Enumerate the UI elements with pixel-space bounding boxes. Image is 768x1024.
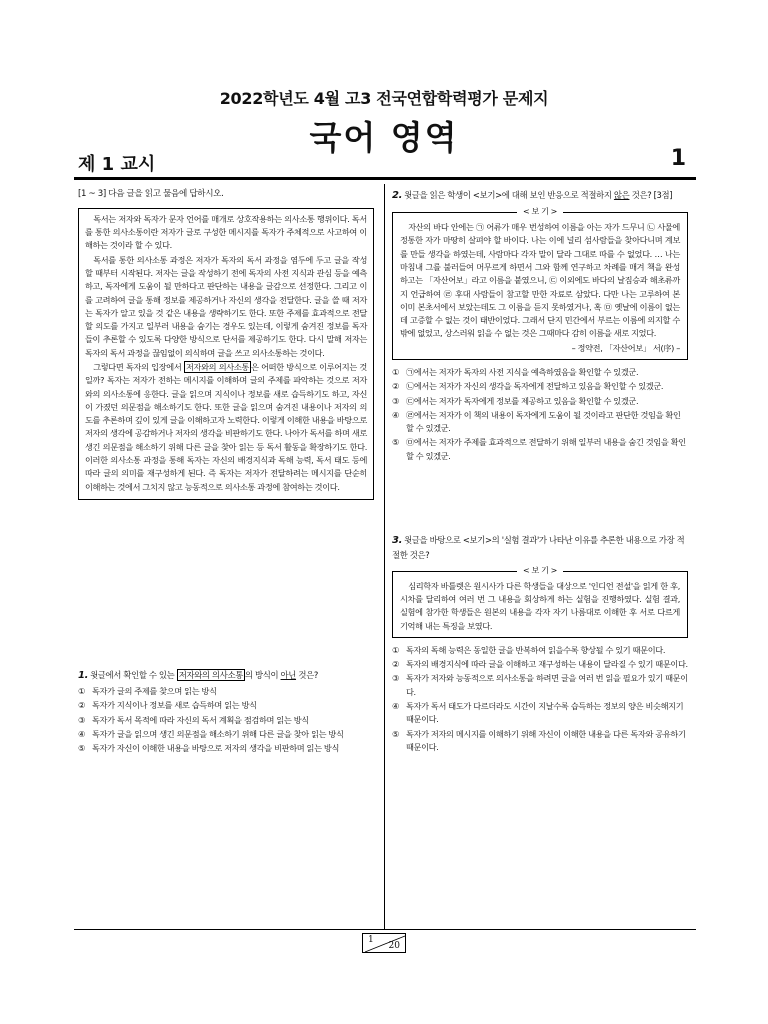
header-rule [74, 177, 696, 180]
option-marker: ④ [392, 701, 399, 712]
question-3 [392, 533, 688, 754]
option-text: ㉢에서는 저자가 독자에게 정보를 제공하고 있음을 확인할 수 있겠군. [406, 395, 639, 406]
option-marker: ② [392, 381, 399, 392]
option-marker: ⑤ [392, 728, 399, 739]
answer-option[interactable] [392, 436, 688, 463]
underlined-word: 아닌 [280, 669, 297, 680]
passage-paragraph: 독서를 통한 의사소통 과정은 저자가 독자의 독서 과정을 염두에 두고 글을 작성할 때부터 시작된다. 저자는 글을 작성하기 전에 독자의 사전 지식과 관심 등을 예측하고, 독자에게 도움이 될 만하다고 판단하는 내용을 글감으로 선정한다. 그리고 이를 고려하여 글을 통해 정보를 제공하거나 자신의 생각을 전달한다. 글을 쓸 때 저자는 독자가 알고 있을 것 같은 내용을 생략하기도 한다. 또한 주제를 효과적으로 전달할 의도를 가지고 일부러 내용을 숨기는 경우도 있는데, 이렇게 숨겨진 정보를 독자들이 추론할 수 있도록 다양한 방식으로 단서를 제공하기도 한다. 다시 말해 저자는 독자의 독서 과정을 끊임없이 의식하며 글을 쓰고 의사소통하는 것이다. [85, 254, 367, 358]
boxed-term: 저자와의 의사소통 [185, 362, 249, 373]
answer-option[interactable] [78, 685, 374, 698]
option-marker: ③ [392, 673, 399, 684]
stem-text: 의 방식이 [244, 669, 281, 680]
option-text: 독자가 독서 태도가 다르더라도 시간이 지날수록 습득하는 정보의 양은 비슷해지기 때문이다. [406, 701, 684, 725]
option-text: 독자가 독서 목적에 따라 자신의 독서 계획을 점검하며 읽는 방식 [92, 714, 309, 725]
boxed-term: 저자와의 의사소통 [178, 669, 243, 680]
page-number: 1 [670, 146, 686, 171]
option-marker: ③ [78, 714, 85, 725]
stem-text: 것은? [3점] [629, 190, 673, 200]
answer-option[interactable] [392, 728, 688, 755]
column-divider [384, 184, 385, 929]
passage-text: 그렇다면 독자의 입장에서 [93, 362, 184, 373]
stem-text: 것은? [296, 669, 318, 680]
answer-option[interactable] [78, 699, 374, 712]
question-number: 3. [392, 534, 403, 546]
option-marker: ① [78, 686, 85, 697]
instruction: [1 ~ 3] 다음 글을 읽고 물음에 답하시오. [78, 189, 224, 199]
option-marker: ⑤ [392, 437, 399, 448]
question-stem [392, 188, 688, 204]
option-text: 독자가 저자의 메시지를 이해하기 위해 자신이 이해한 내용을 다른 독자와 공유하기 때문이다. [406, 728, 686, 752]
question-2 [392, 188, 688, 463]
stem-text: 윗글을 읽은 학생이 <보기>에 대해 보인 반응으로 적절하지 [404, 190, 614, 200]
current-page: 1 [368, 935, 374, 945]
bogi-box [392, 207, 688, 360]
source-citation: – 정약전, 「자산어보」 서(序) – [571, 342, 680, 353]
reading-passage [78, 208, 374, 500]
left-column [78, 188, 374, 755]
option-marker: ③ [392, 395, 399, 406]
option-text: 독자가 자신이 이해한 내용을 바탕으로 저자의 생각을 비판하며 읽는 방식 [92, 743, 340, 754]
option-text: 독자가 글의 주제를 찾으며 읽는 방식 [92, 686, 217, 697]
answer-option[interactable] [78, 728, 374, 741]
option-marker: ④ [392, 409, 399, 420]
page-indicator [362, 933, 406, 953]
passage-text: 은 어떠한 방식으로 이루어지는 것일까? 독자는 저자가 전하는 메시지를 이해하며 글의 주제를 파악하는 것으로 저자와의 의사소통에 응한다. 글을 읽으며 지식이나 정보를 새로 습득하기도 하고, 자신이 가졌던 의문점을 해소하기도 한다. 또한 글을 읽으며 숨겨진 내용이나 저자의 의도를 추론하며 깊이 있게 글을 이해하고자 노력한다. 이렇게 이해한 내용을 바탕으로 저자의 생각에 공감하거나 저자의 생각을 비판하기도 한다. 나아가 독서를 하며 새로 생긴 의문점을 해소하기 위해 다른 글을 찾아 읽는 등 독서 활동을 확장하기도 한다. 이러한 의사소통 과정을 통해 독자는 자신의 배경지식과 독해 능력, 독서 태도 등에 따라 글의 의미를 재구성하게 된다. 즉 독자는 저자가 전달하려는 메시지를 단순히 이해하는 것에서 그치지 않고 능동적으로 의사소통 과정에 참여하는 것이다. [85, 362, 367, 492]
option-marker: ① [392, 367, 399, 377]
option-text: ㉡에서는 저자가 자신의 생각을 독자에게 전달하고 있음을 확인할 수 있겠군. [406, 381, 664, 392]
answer-option[interactable] [392, 395, 688, 408]
option-marker: ② [78, 700, 85, 711]
answer-option[interactable] [78, 714, 374, 727]
answer-option[interactable] [392, 380, 688, 393]
option-text: ㉣에서는 저자가 이 책의 내용이 독자에게 도움이 될 것이라고 판단한 것임을 확인할 수 있겠군. [406, 409, 681, 434]
bogi-label-text: < 보 기 > [517, 207, 563, 216]
underlined-word: 않은 [613, 190, 630, 200]
period-label: 제 1 교시 [78, 154, 156, 175]
question-number: 2. [392, 190, 403, 201]
exam-title: 2022학년도 4월 고3 전국연합학력평가 문제지 [219, 89, 549, 108]
bogi-label [393, 206, 687, 219]
question-stem [78, 668, 374, 684]
passage-paragraph: 독서는 저자와 독자가 문자 언어를 매개로 상호작용하는 의사소통 행위이다. 독서를 통한 의사소통이란 저자가 글로 구성한 메시지를 독자가 주체적으로 사고하여 이해하는 것이라 할 수 있다. [85, 213, 367, 251]
option-text: ㉠에서는 저자가 독자의 사전 지식을 예측하였음을 확인할 수 있겠군. [406, 367, 639, 377]
option-text: 독자가 글을 읽으며 생긴 의문점을 해소하기 위해 다른 글을 찾아 읽는 방식 [92, 728, 344, 739]
option-marker: ⑤ [78, 743, 85, 754]
option-text: 독자가 지식이나 정보를 새로 습득하며 읽는 방식 [92, 700, 257, 711]
bogi-text: 자산의 바다 안에는 ㉠ 어류가 매우 번성하여 이름을 아는 자가 드무니 ㉡ 사물에 정통한 자가 마땅히 살펴야 할 바이다. 나는 이에 널리 섬사람들을 찾아다니며 계보를 만들 생각을 하였는데, 사람마다 각자 말이 달라 그대로 따를 수 없었다. … 나는 마침내 그를 불러들여 머무르게 하면서 그와 함께 연구하고 차례를 매겨 책을 완성하고는 「자산어보」라고 이름을 붙였으니, ㉢ 이외에도 바다의 날짐승과 해초류까지 언급하여 ㉣ 후대 사람들이 참고할 만한 자료로 삼았다. 다만 나는 고루하여 본 이미 본초서에서 보았는데도 그 이름을 듣지 못하였거나, 혹 ㉤ 옛날에 이름이 없는데 고증할 수 없는 것이 태반이었다. 그래서 단지 민간에서 부르는 이름에 의지할 수밖에 없었고, 상스러워 읽을 수 없는 것은 그때마다 감히 이름을 새로 지었다. [400, 222, 680, 339]
answer-option[interactable] [392, 644, 688, 657]
stem-text: 윗글을 바탕으로 <보기>의 '실험 결과'가 나타난 이유를 추론한 내용으로 가장 적절한 것은? [392, 534, 685, 561]
bogi-box [392, 565, 688, 638]
option-text: 독자의 독해 능력은 동일한 글을 반복하여 읽을수록 향상될 수 있기 때문이다. [406, 644, 666, 655]
bogi-label [393, 565, 687, 578]
footer-rule [74, 929, 696, 930]
answer-option[interactable] [392, 366, 688, 379]
answer-option[interactable] [392, 700, 688, 727]
answer-option[interactable] [392, 658, 688, 671]
option-marker: ② [392, 659, 399, 670]
bogi-label-text: < 보 기 > [517, 566, 563, 575]
option-text: 독자가 저자와 능동적으로 의사소통을 하려면 글을 여러 번 읽을 필요가 있기 때문이다. [406, 673, 688, 697]
question-stem [392, 533, 688, 563]
answer-option[interactable] [392, 672, 688, 699]
right-column [392, 188, 688, 754]
stem-text: 윗글에서 확인할 수 있는 [90, 669, 177, 680]
subject-title: 국어 영역 [309, 118, 459, 157]
question-1 [78, 668, 374, 756]
option-marker: ④ [78, 728, 85, 739]
option-text: ㉤에서는 저자가 주제를 효과적으로 전달하기 위해 일부러 내용을 숨긴 것임을 확인할 수 있겠군. [406, 437, 686, 461]
bogi-text: 심리학자 바틀렛은 원시사가 다른 학생들을 대상으로 '인디언 전설'을 읽게 한 후, 시차를 달리하여 여러 번 그 내용을 회상하게 하는 실험을 진행하였다. 실험 결과, 실험에 참가한 학생들은 원본의 내용을 각자 자기 나름대로 이해한 후 서로 다르게 기억해 내는 특징을 보였다. [400, 580, 680, 631]
answer-option[interactable] [78, 742, 374, 755]
answer-option[interactable] [392, 409, 688, 436]
total-pages: 20 [388, 941, 400, 951]
option-marker: ① [392, 644, 399, 655]
passage-paragraph [85, 361, 367, 494]
question-number: 1. [78, 669, 89, 681]
option-text: 독자의 배경지식에 따라 글을 이해하고 재구성하는 내용이 달라질 수 있기 때문이다. [406, 659, 688, 670]
